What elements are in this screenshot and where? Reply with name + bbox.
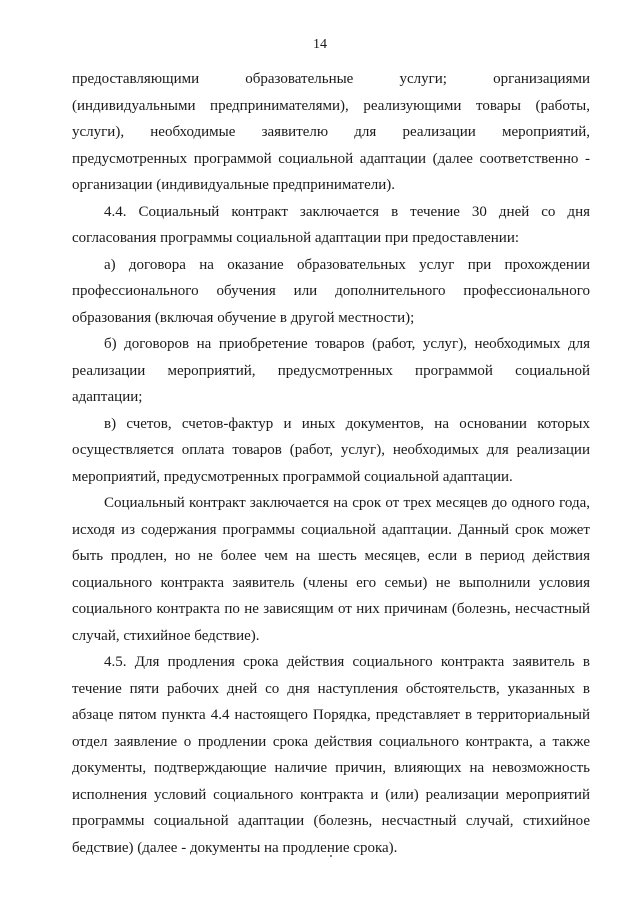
page-number: 14 xyxy=(313,37,327,52)
paragraph-clause-4-4: 4.4. Социальный контракт заключается в течение 30 дней со дня согласования программы социальной адаптации при предоставлении: xyxy=(72,203,590,246)
document-body xyxy=(72,66,590,861)
paragraph-clause-4-5: 4.5. Для продления срока действия социального контракта заявитель в течение пяти рабочих дней со дня наступления обстоятельств, указанных в абзаце пятом пункта 4.4 настоящего Порядка, представляет в территориальный отдел заявление о продлении срока действия социального контракта, а также документы, подтверждающие наличие причин, влияющих на невозможность исполнения условий социального контракта и (или) реализации мероприятий программы социальной адаптации (болезнь, несчастный случай, стихийное бедствие) (далее - документы на продление срока). xyxy=(72,654,590,856)
paragraph-clause-4-4-b: б) договоров на приобретение товаров (работ, услуг), необходимых для реализации мероприятий, предусмотренных программой социальной адаптации; xyxy=(72,336,590,405)
paragraph-continuation: предоставляющими образовательные услуги; организациями (индивидуальными предпринимателями), реализующими товары (работы, услуги), необходимые заявителю для реализации мероприятий, предусмотренных программой социальной адаптации (далее соответственно - организации (индивидуальные предприниматели). xyxy=(72,71,590,193)
scan-speck xyxy=(330,855,332,857)
paragraph-clause-4-4-v: в) счетов, счетов-фактур и иных документов, на основании которых осуществляется оплата товаров (работ, услуг), необходимых для реализации мероприятий, предусмотренных программой социальной адаптации. xyxy=(72,415,590,485)
paragraph-contract-term: Социальный контракт заключается на срок от трех месяцев до одного года, исходя из содержания программы социальной адаптации. Данный срок может быть продлен, но не более чем на шесть месяцев, если в период действия социального контракта заявитель (члены его семьи) не выполнили условия социального контракта по не зависящим от них причинам (болезнь, несчастный случай, стихийное бедствие). xyxy=(72,495,590,644)
paragraph-clause-4-4-a: а) договора на оказание образовательных услуг при прохождении профессионального обучения или дополнительного профессионального образования (включая обучение в другой местности); xyxy=(72,256,590,326)
